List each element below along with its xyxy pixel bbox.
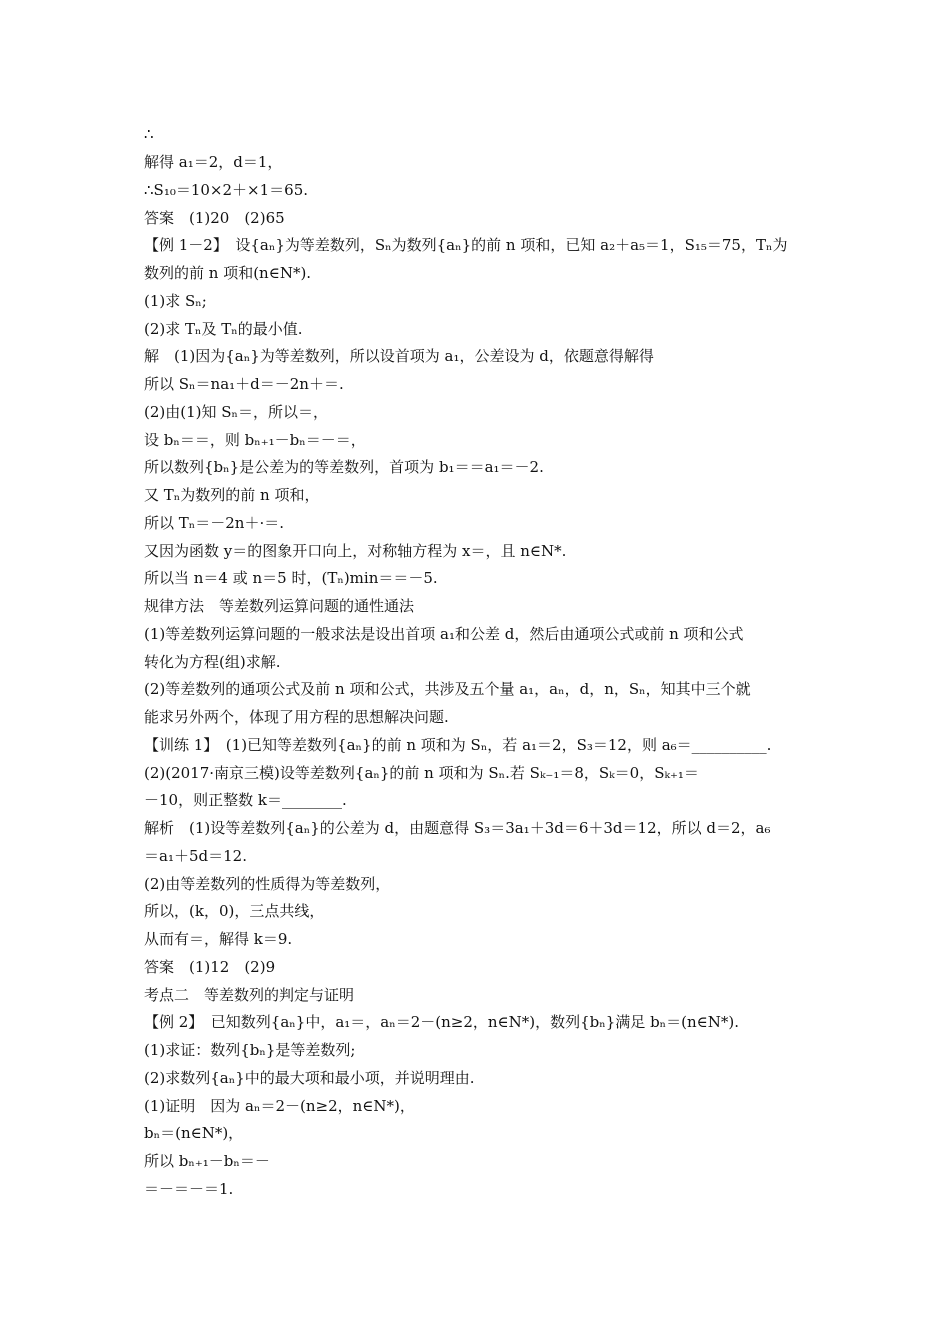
text-line: 所以 bₙ₊₁－bₙ＝－ (144, 1152, 270, 1170)
text-line: (1)求 Sₙ; (144, 292, 207, 310)
text-line: (2)(2017·南京三模)设等差数列{aₙ}的前 n 项和为 Sₙ.若 Sₖ₋₁＝8，Sₖ＝0，Sₖ₊₁＝ (144, 764, 699, 782)
text-line: 解得 a₁＝2，d＝1， (144, 153, 283, 171)
text-line: (1)求证：数列{bₙ}是等差数列; (144, 1041, 356, 1059)
text-line: 设 bₙ＝＝，则 bₙ₊₁－bₙ＝－＝， (144, 431, 366, 449)
text-line: (2)由(1)知 Sₙ＝，所以＝， (144, 403, 329, 421)
text-line: (2)求 Tₙ及 Tₙ的最小值. (144, 320, 303, 338)
text-line: 所以，(k，0)，三点共线， (144, 902, 325, 920)
text-line: ＝－＝－＝1. (144, 1180, 234, 1198)
text-line: 从而有＝，解得 k＝9. (144, 930, 293, 948)
text-line: 所以当 n＝4 或 n＝5 时，(Tₙ)min＝＝－5. (144, 569, 438, 587)
method-heading: 规律方法 等差数列运算问题的通性通法 (144, 597, 415, 615)
text-line: 能求另外两个，体现了用方程的思想解决问题. (144, 708, 449, 726)
text-line: 又因为函数 y＝的图象开口向上，对称轴方程为 x＝，且 n∈N*. (144, 542, 567, 560)
text-line: 所以 Tₙ＝－2n＋·＝. (144, 514, 285, 532)
solution-line: 解 (1)因为{aₙ}为等差数列，所以设首项为 a₁，公差设为 d，依题意得解得 (144, 347, 654, 365)
answer-line: 答案 (1)12 (2)9 (144, 958, 276, 976)
answer-line: 答案 (1)20 (2)65 (144, 209, 285, 227)
text-line: (2)求数列{aₙ}中的最大项和最小项，并说明理由. (144, 1069, 475, 1087)
text-line: 转化为方程(组)求解. (144, 653, 281, 671)
text-line: (2)等差数列的通项公式及前 n 项和公式，共涉及五个量 a₁，aₙ，d，n，Sₙ，知其中三个就 (144, 680, 751, 698)
text-line: 又 Tₙ为数列的前 n 项和， (144, 486, 320, 504)
text-line: ＝a₁＋5d＝12. (144, 847, 247, 865)
example-heading: 【例 2】 已知数列{aₙ}中，a₁＝，aₙ＝2－(n≥2，n∈N*)，数列{bₙ}满足 bₙ＝(n∈N*). (144, 1013, 740, 1031)
text-line: 所以 Sₙ＝na₁＋d＝－2n＋＝. (144, 375, 344, 393)
example-heading: 【例 1－2】 设{aₙ}为等差数列，Sₙ为数列{aₙ}的前 n 项和，已知 a₂＋a₅＝1，S₁₅＝75，Tₙ为 (144, 236, 788, 254)
text-line: －10，则正整数 k＝________. (144, 791, 347, 809)
text-line: (2)由等差数列的性质得为等差数列， (144, 875, 391, 893)
text-line: 所以数列{bₙ}是公差为的等差数列，首项为 b₁＝＝a₁＝－2. (144, 458, 544, 476)
text-line: (1)等差数列运算问题的一般求法是设出首项 a₁和公差 d，然后由通项公式或前 n 项和公式 (144, 625, 744, 643)
text-line: 数列的前 n 项和(n∈N*). (144, 264, 312, 282)
proof-line: (1)证明 因为 aₙ＝2－(n≥2，n∈N*)， (144, 1097, 415, 1115)
section-heading: 考点二 等差数列的判定与证明 (144, 986, 355, 1004)
exercise-heading: 【训练 1】 (1)已知等差数列{aₙ}的前 n 项和为 Sₙ，若 a₁＝2，S₃＝12，则 a₆＝__________. (144, 736, 772, 754)
text-line: ∴ (144, 125, 154, 143)
text-line: bₙ＝(n∈N*)， (144, 1124, 244, 1142)
text-line: ∴S₁₀＝10×2＋×1＝65. (144, 181, 309, 199)
analysis-line: 解析 (1)设等差数列{aₙ}的公差为 d，由题意得 S₃＝3a₁＋3d＝6＋3d＝12，所以 d＝2，a₆ (144, 819, 771, 837)
